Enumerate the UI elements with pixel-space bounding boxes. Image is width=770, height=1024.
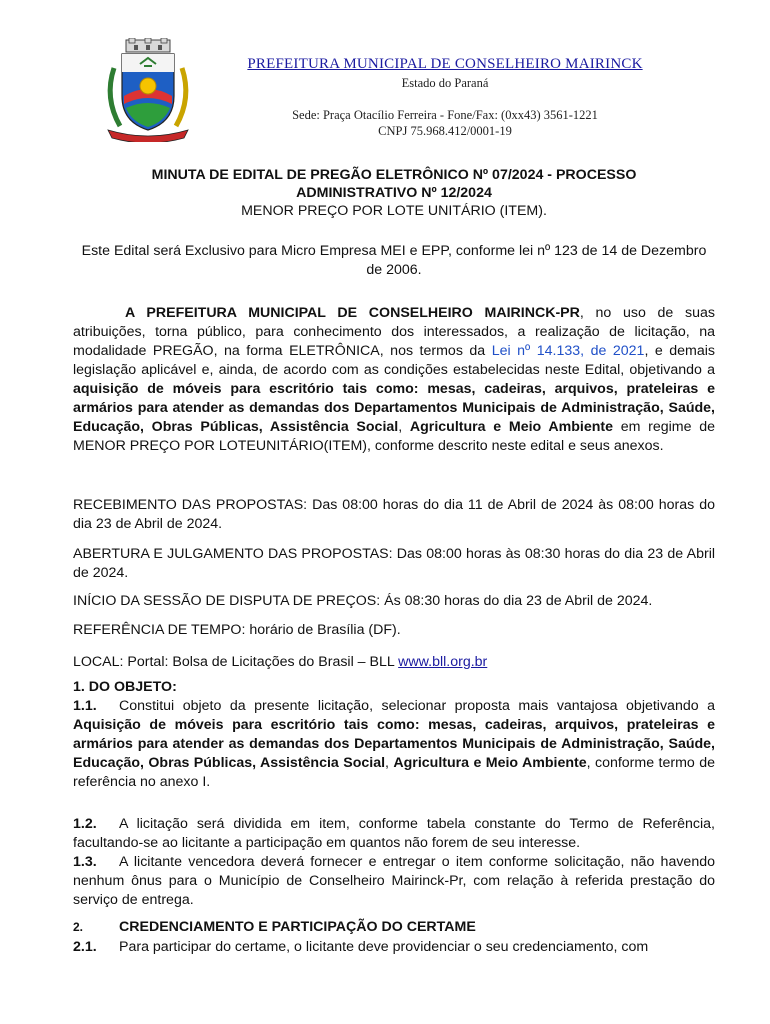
municipal-coat-of-arms <box>100 38 196 142</box>
time-reference: REFERÊNCIA DE TEMPO: horário de Brasília (DF). <box>73 622 401 638</box>
local-prefix: LOCAL: Portal: Bolsa de Licitações do Brasil – BLL <box>73 654 399 670</box>
exclusive-notice: Este Edital será Exclusivo para Micro Empresa MEI e EPP, conforme lei nº 123 de 14 de Dezembro de 2006. <box>81 243 707 278</box>
clause-1-1-text-e: , conforme termo de referência no anexo I. <box>73 755 715 790</box>
section-2-number: 2. <box>73 920 84 934</box>
cnpj-number: CNPJ 75.968.412/0001-19 <box>378 124 512 138</box>
intro-text-1: , no uso de suas atribuições, torna público, para conhecimento dos interessados, a realização de licitação, na modalidade PREGÃO, na forma ELETRÔNICA, nos termos da <box>73 305 715 359</box>
section-2-heading <box>73 918 715 937</box>
state-name: Estado do Paraná <box>401 76 489 90</box>
clause-1-3-text: A licitante vencedora deverá fornecer e entregar o item conforme solicitação, não havendo nenhum ônus para o Município de Conselheiro Mairinck-Pr, com relação à referida prestação do serviço de entrega. <box>73 854 715 908</box>
intro-organization: A PREFEITURA MUNICIPAL DE CONSELHEIRO MAIRINCK-PR <box>125 305 580 321</box>
dispute-session-start: INÍCIO DA SESSÃO DE DISPUTA DE PREÇOS: Ás 08:30 horas do dia 23 de Abril de 2024. <box>73 593 653 609</box>
proposal-opening: ABERTURA E JULGAMENTO DAS PROPOSTAS: Das 08:00 horas às 08:30 horas do dia 23 de Abril de 2024. <box>73 546 715 581</box>
clause-2-1-text: Para participar do certame, o licitante deve providenciar o seu credenciamento, com <box>119 939 649 955</box>
intro-paragraph <box>73 304 715 456</box>
address-phone: Sede: Praça Otacílio Ferreira - Fone/Fax: (0xx43) 3561-1221 <box>292 108 598 122</box>
proposal-receipt: RECEBIMENTO DAS PROPOSTAS: Das 08:00 horas do dia 11 de Abril de 2024 às 08:00 horas do dia 23 de Abril de 2024. <box>73 497 715 532</box>
local-line <box>73 653 715 672</box>
bll-portal-link[interactable]: www.bll.org.br <box>398 654 488 670</box>
intro-text-2: , e demais legislação aplicável e, ainda, de acordo com as condições estabelecidas neste Edital, objetivando a <box>73 343 716 378</box>
section-2-title: CREDENCIAMENTO E PARTICIPAÇÃO DO CERTAME <box>119 919 476 935</box>
edital-title-line3: MENOR PREÇO POR LOTE UNITÁRIO (ITEM). <box>241 203 547 219</box>
clause-1-1-text-a: Constitui objeto da presente licitação, selecionar proposta mais vantajosa objetivando a <box>119 698 715 714</box>
clause-1-2 <box>73 815 715 853</box>
clause-2-1 <box>73 938 715 957</box>
clause-1-2-text: A licitação será dividida em item, conforme tabela constante do Termo de Referência, facultando-se ao licitante a participação em quantos não forem de seu interesse. <box>73 816 715 851</box>
intro-comma: , <box>398 419 410 435</box>
edital-title-line2: ADMINISTRATIVO Nº 12/2024 <box>296 185 492 201</box>
clause-1-3 <box>73 853 715 910</box>
clause-1-1-object: Aquisição de móveis para escritório tais como: mesas, cadeiras, arquivos, prateleiras e armários para atender as demandas dos Departamentos Municipais de Administração, Saúde, Educação, Obras Públicas, Assistência Social <box>73 717 715 771</box>
edital-title-line1: MINUTA DE EDITAL DE PREGÃO ELETRÔNICO Nº 07/2024 - PROCESSO <box>151 167 637 183</box>
intro-object-2: Agricultura e Meio Ambiente <box>409 419 614 435</box>
clause-1-2-number: 1.2. <box>73 816 97 832</box>
clause-1-1 <box>73 697 715 792</box>
clause-1-1-number: 1.1. <box>73 698 97 714</box>
clause-1-1-comma: , <box>385 755 394 771</box>
law-reference[interactable]: Lei nº 14.133, de 2021 <box>491 343 645 359</box>
intro-text-3: em regime de MENOR PREÇO POR LOTEUNITÁRIO(ITEM), conforme descrito neste edital e seus anexos. <box>73 419 715 454</box>
clause-1-1-object-2: Agricultura e Meio Ambiente <box>393 755 587 771</box>
section-1-heading: 1. DO OBJETO: <box>73 679 177 695</box>
clause-1-3-number: 1.3. <box>73 854 97 870</box>
clause-2-1-number: 2.1. <box>73 939 97 955</box>
municipality-title[interactable]: PREFEITURA MUNICIPAL DE CONSELHEIRO MAIRINCK <box>247 56 643 72</box>
letterhead <box>0 30 770 145</box>
intro-object: aquisição de móveis para escritório tais como: mesas, cadeiras, arquivos, prateleiras e armários para atender as demandas dos Departamentos Municipais de Administração, Saúde, Educação, Obras Públicas, Assistência Social <box>73 381 715 435</box>
